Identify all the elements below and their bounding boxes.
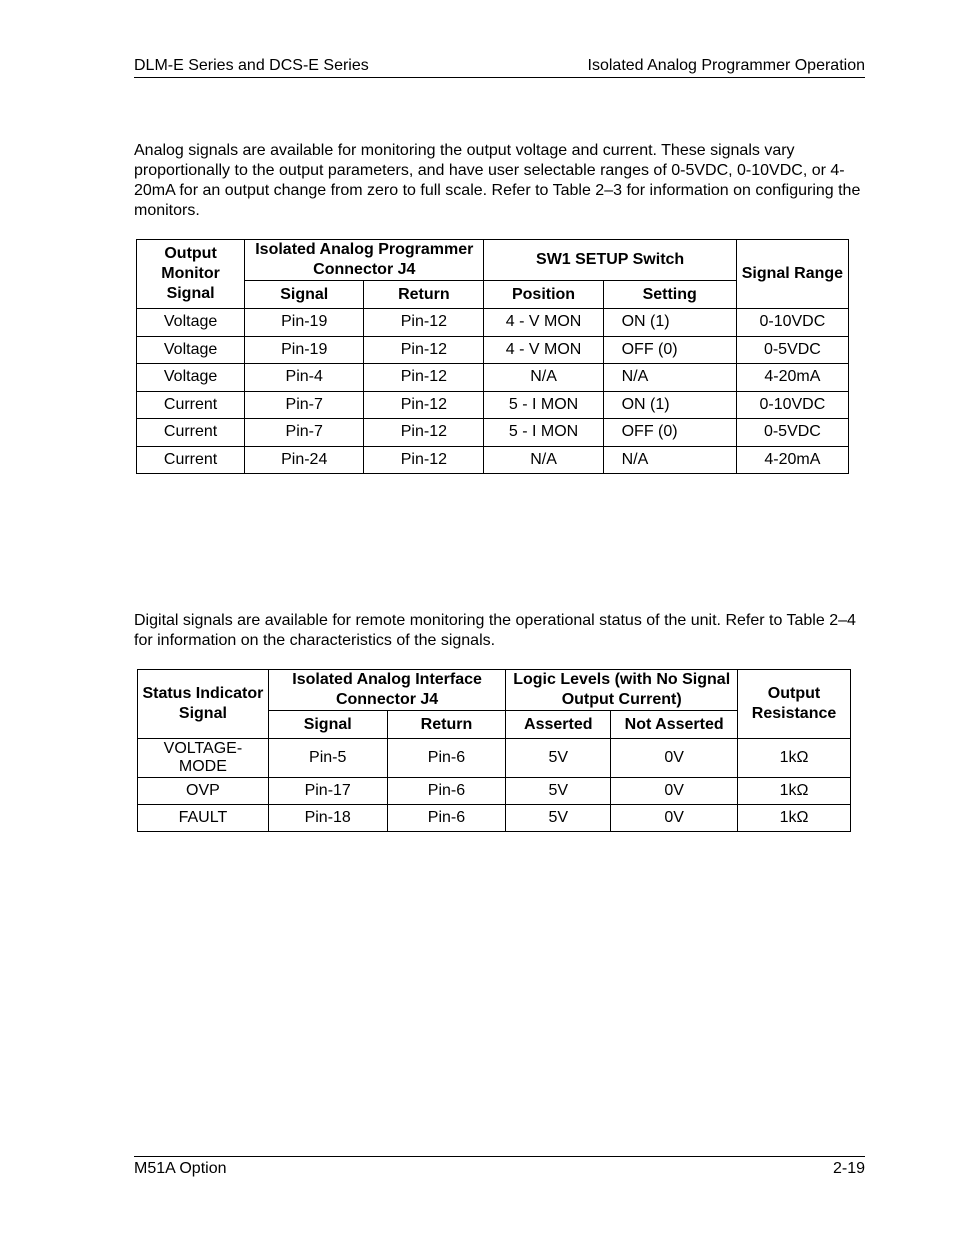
table-cell: 1kΩ (738, 805, 851, 832)
table-cell: Pin-12 (364, 446, 484, 474)
header-status-indicator-signal: Status Indicator Signal (138, 670, 269, 739)
table-cell: Pin-24 (245, 446, 364, 474)
table-cell: FAULT (138, 805, 269, 832)
table-cell: Voltage (137, 309, 245, 337)
page-header (134, 57, 865, 78)
table-cell: Pin-17 (268, 778, 387, 805)
table-row (137, 446, 849, 474)
header-setting: Setting (603, 281, 736, 309)
header-signal: Signal (245, 281, 364, 309)
table-cell: 5V (506, 739, 611, 778)
table-cell: Pin-19 (245, 336, 364, 364)
table-cell: N/A (603, 364, 736, 392)
table-cell: 1kΩ (738, 778, 851, 805)
table-cell: 4 - V MON (484, 309, 603, 337)
table-cell: 0V (611, 805, 738, 832)
table-cell: Pin-7 (245, 419, 364, 447)
output-monitor-table (136, 239, 849, 474)
table-cell: 0V (611, 739, 738, 778)
header-output-resistance: Output Resistance (738, 670, 851, 739)
table-cell: N/A (603, 446, 736, 474)
table-cell: 0-10VDC (736, 391, 848, 419)
table-cell: Pin-19 (245, 309, 364, 337)
table-row (137, 419, 849, 447)
table-cell: 0-5VDC (736, 336, 848, 364)
header-signal-range: Signal Range (736, 240, 848, 309)
table-cell: Voltage (137, 336, 245, 364)
table-cell: Current (137, 446, 245, 474)
table-cell: 4-20mA (736, 446, 848, 474)
table-cell: Pin-12 (364, 391, 484, 419)
table-cell: Pin-5 (268, 739, 387, 778)
table-cell: N/A (484, 364, 603, 392)
table-cell: VOLTAGE-MODE (138, 739, 269, 778)
page-number: 2-19 (832, 1160, 865, 1177)
table-row (137, 391, 849, 419)
table-cell: Pin-18 (268, 805, 387, 832)
header-return: Return (364, 281, 484, 309)
table-cell: Pin-6 (387, 739, 506, 778)
table-cell: 0-5VDC (736, 419, 848, 447)
table-cell: 5 - I MON (484, 419, 603, 447)
header-asserted: Asserted (506, 711, 611, 739)
table-cell: Pin-6 (387, 778, 506, 805)
table-cell: Pin-6 (387, 805, 506, 832)
footer-left-title: M51A Option (134, 1160, 227, 1177)
status-indicator-table (137, 669, 851, 832)
table-cell: 5 - I MON (484, 391, 603, 419)
table-cell: Pin-7 (245, 391, 364, 419)
table-cell: OVP (138, 778, 269, 805)
header-logic-levels: Logic Levels (with No Signal Output Current) (506, 670, 738, 711)
header-sw1-setup-switch: SW1 SETUP Switch (484, 240, 736, 281)
table-row (138, 805, 851, 832)
table-row (137, 364, 849, 392)
table-cell: Pin-12 (364, 364, 484, 392)
table-cell: Pin-4 (245, 364, 364, 392)
page-footer (134, 1156, 865, 1177)
header-isolated-programmer-connector: Isolated Analog Programmer Connector J4 (245, 240, 484, 281)
header-not-asserted: Not Asserted (611, 711, 738, 739)
table-row (138, 778, 851, 805)
table-cell: Current (137, 419, 245, 447)
table-cell: 0V (611, 778, 738, 805)
table-cell: 0-10VDC (736, 309, 848, 337)
header-isolated-interface-connector: Isolated Analog Interface Connector J4 (268, 670, 506, 711)
header-return: Return (387, 711, 506, 739)
table-cell: OFF (0) (603, 336, 736, 364)
header-position: Position (484, 281, 603, 309)
table-cell: Pin-12 (364, 336, 484, 364)
table-row (138, 739, 851, 778)
table-cell: 4-20mA (736, 364, 848, 392)
table-cell: Current (137, 391, 245, 419)
table-cell: 5V (506, 805, 611, 832)
header-output-monitor-signal: Output Monitor Signal (137, 240, 245, 309)
table-cell: 4 - V MON (484, 336, 603, 364)
analog-signals-paragraph: Analog signals are available for monitoring the output voltage and current. These signals vary proportionally to the output parameters, and have user selectable ranges of 0-5VDC, 0-10VDC, or 4-20mA for an output change from zero to full scale. Refer to Table 2–3 for information on configuring the monitors. (134, 142, 861, 219)
header-signal: Signal (268, 711, 387, 739)
table-cell: 1kΩ (738, 739, 851, 778)
table-cell: Pin-12 (364, 309, 484, 337)
table-cell: N/A (484, 446, 603, 474)
table-row (137, 336, 849, 364)
header-left-title: DLM-E Series and DCS-E Series (134, 57, 369, 74)
table-row (137, 309, 849, 337)
table-cell: OFF (0) (603, 419, 736, 447)
table-cell: ON (1) (603, 391, 736, 419)
table-cell: 5V (506, 778, 611, 805)
table-cell: Voltage (137, 364, 245, 392)
table-cell: Pin-12 (364, 419, 484, 447)
table-cell: ON (1) (603, 309, 736, 337)
digital-signals-paragraph: Digital signals are available for remote monitoring the operational status of the unit. Refer to Table 2–4 for information on the characteristics of the signals. (134, 612, 856, 649)
header-right-title: Isolated Analog Programmer Operation (587, 57, 865, 74)
